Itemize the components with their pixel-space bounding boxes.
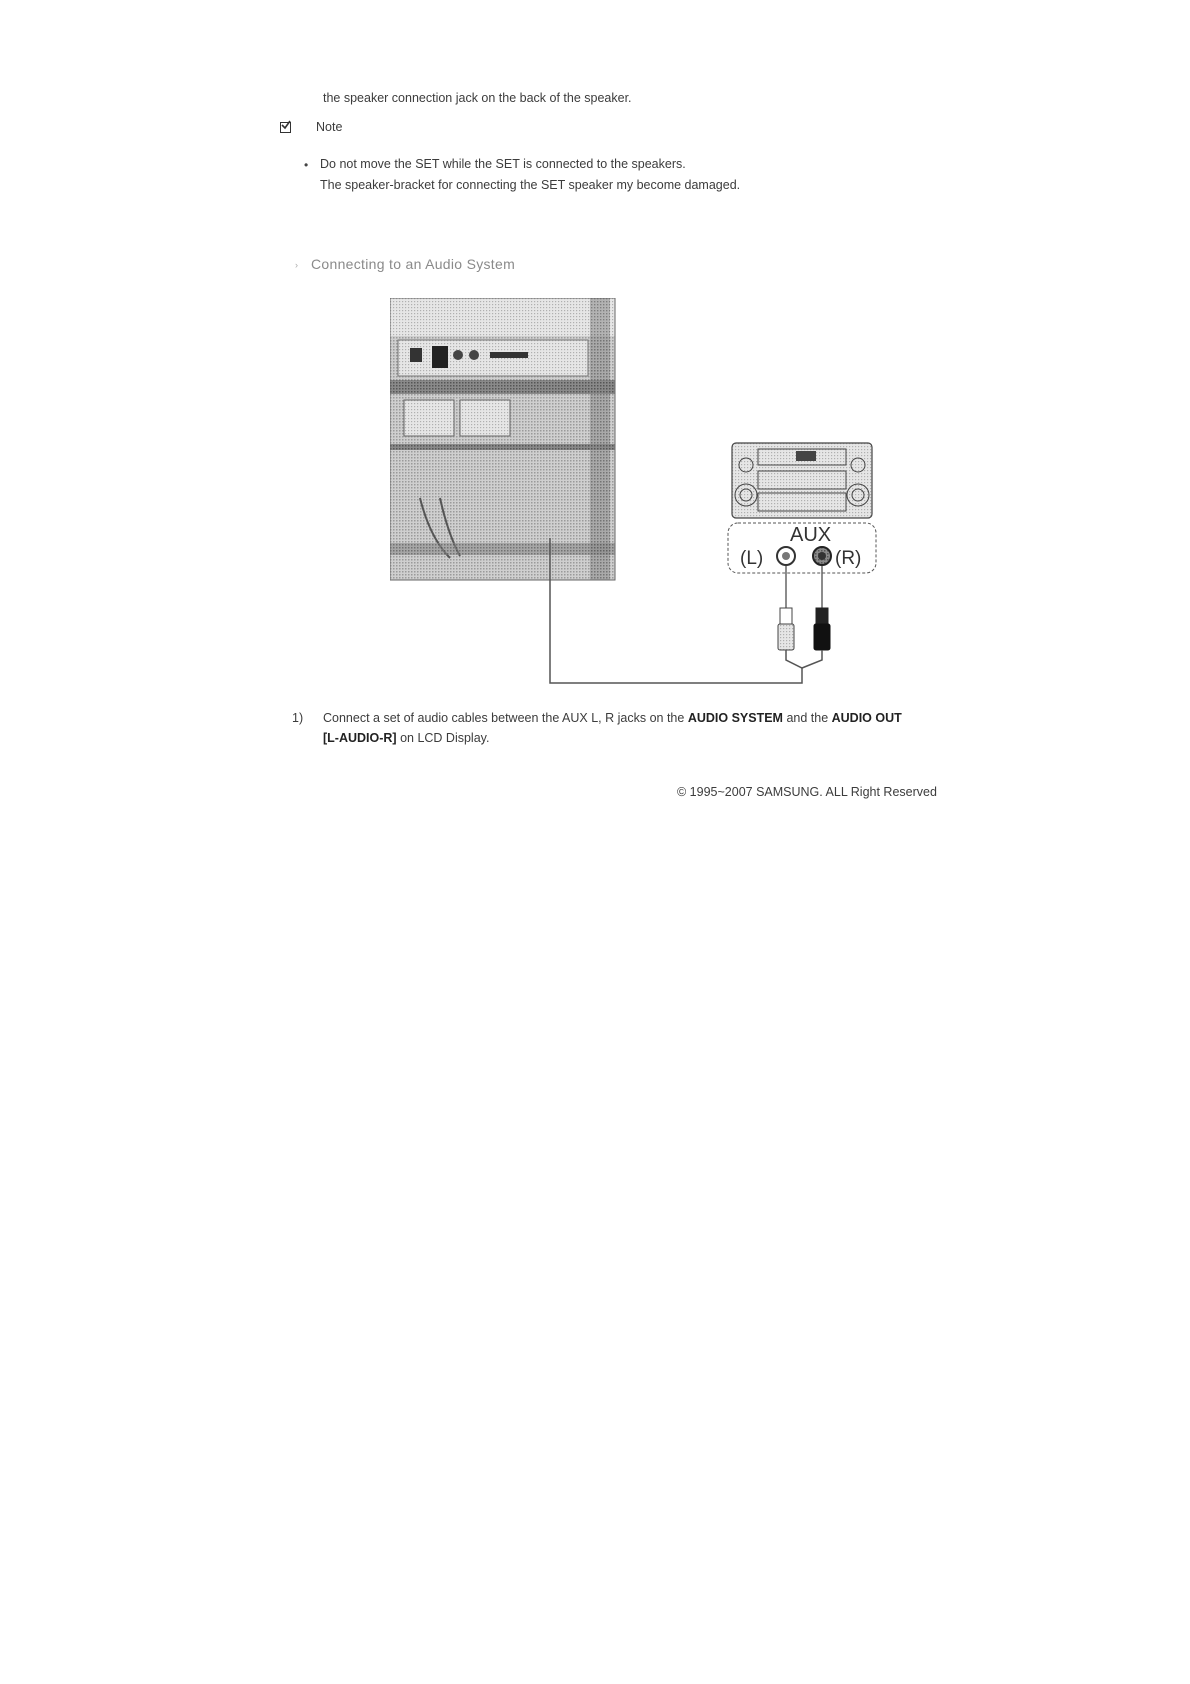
note-checkbox-icon — [280, 122, 291, 133]
note-label: Note — [316, 120, 343, 134]
connection-diagram — [390, 298, 910, 693]
aux-left-label: (L) — [740, 548, 764, 569]
step-bold-a: AUDIO SYSTEM — [687, 711, 783, 725]
bullet-dot: • — [304, 158, 309, 172]
audio-system-illustration — [732, 443, 872, 518]
step-text-line2 — [323, 730, 489, 746]
step-text-c: on LCD Display. — [396, 731, 490, 745]
section-arrow-icon: › — [295, 260, 298, 270]
copyright-footer: © 1995~2007 SAMSUNG. ALL Right Reserved — [677, 785, 937, 799]
step-bold-c: [L-AUDIO-R] — [323, 731, 397, 745]
step-text-b: and the — [782, 711, 832, 725]
aux-label: AUX — [790, 524, 832, 546]
step-text-line1 — [323, 710, 902, 726]
step-number: 1) — [292, 711, 304, 725]
note-bullet-line1: Do not move the SET while the SET is connected to the speakers. — [320, 157, 686, 171]
step-text-a: Connect a set of audio cables between the AUX L, R jacks on the — [323, 711, 688, 725]
step-bold-b: AUDIO OUT — [831, 711, 902, 725]
lcd-back-photo — [390, 298, 615, 580]
section-title: Connecting to an Audio System — [311, 256, 516, 272]
note-bullet-line2: The speaker-bracket for connecting the SET speaker my become damaged. — [320, 178, 741, 192]
rca-plugs — [778, 566, 830, 668]
intro-continuation: the speaker connection jack on the back of the speaker. — [323, 91, 632, 105]
aux-right-label: (R) — [835, 548, 862, 569]
